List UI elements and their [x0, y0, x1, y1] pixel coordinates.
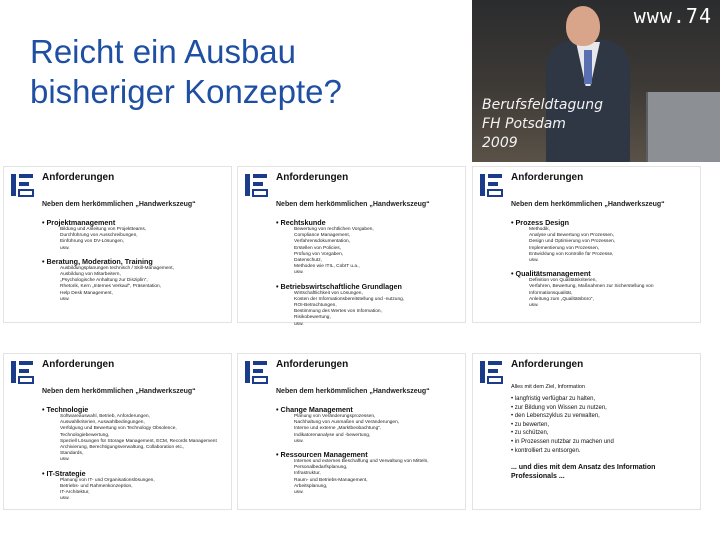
section-title: • IT-Strategie: [42, 469, 227, 478]
section-title: • Technologie: [42, 405, 227, 414]
caption-line: 2009: [482, 135, 518, 151]
section-item: Methodik,: [529, 227, 550, 232]
section-item: Definition von Qualitätskriterien,: [529, 278, 597, 284]
caption-line: Berufsfeldtagung: [482, 97, 603, 113]
section-item: Nachhaltung von Ausmaßen und Veränderungen,: [294, 420, 400, 426]
section-spacer: [276, 445, 461, 449]
section-item: Internes und externes Beschaffung und Verwaltung von Mitteln,: [294, 459, 429, 465]
section-spacer: [42, 464, 227, 468]
slide-body: [42, 217, 227, 307]
section-spacer: [511, 309, 696, 313]
section-item: Wirtschaftlichkeit von Lösungen,: [294, 290, 363, 296]
slide-intro: Alles mit dem Ziel, Information: [511, 384, 585, 390]
section-item: Entwicklung von Kontrolle für Prozesse,: [529, 251, 614, 257]
section-item: Betriebs- und Rahmenkonzeption,: [60, 483, 133, 489]
speaker-photo: [472, 0, 720, 162]
fh-logo-icon: [10, 359, 34, 385]
section-item: Anleitung zum „Qualitätsbüro“,: [529, 296, 594, 302]
slide-thumbnail[interactable]: [472, 353, 701, 510]
slide-heading: Anforderungen: [511, 359, 584, 370]
section-item: Erstellen von Policies,: [294, 245, 341, 251]
section-item: IT-Architektur,: [60, 490, 90, 496]
section-item: Raum- und Betriebs-Management,: [294, 477, 368, 483]
projection-screen: [646, 92, 720, 162]
section-item: Help Desk Management,: [60, 290, 113, 296]
section-item: Bestimmung des Wertes von Information,: [294, 309, 382, 315]
section-item: Ausbildungsplanungen technisch / Skill-Management,: [60, 265, 174, 271]
speaker-head: [566, 6, 600, 46]
section-item: usw.: [60, 296, 70, 302]
section-item: Ausbildung von Mitarbeitern,: [60, 272, 121, 278]
slide-heading: Anforderungen: [511, 172, 584, 183]
slide-thumbnail[interactable]: [3, 353, 232, 510]
fh-logo-icon: [10, 172, 34, 198]
slide-subheading: Neben dem herkömmlichen „Handwerkszeug“: [276, 201, 430, 208]
section-item: usw.: [294, 490, 304, 496]
section-item: Implementierung von Prozessen,: [529, 245, 600, 251]
fh-logo-icon: [479, 359, 503, 385]
bullet-list: [511, 395, 696, 455]
bullet-item: • in Prozessen nutzbar zu machen und: [511, 438, 696, 447]
section-item: usw.: [529, 303, 539, 309]
slide-thumbnail[interactable]: [472, 166, 701, 323]
fh-logo-icon: [244, 359, 268, 385]
section-spacer: [276, 496, 461, 500]
section-item: Planung von Veränderungsprozessen,: [294, 414, 376, 419]
section-item: Methoden wie ITIL, CobIT u.a.,: [294, 264, 360, 270]
slide-heading: Anforderungen: [276, 359, 349, 370]
section-title: • Rechtskunde: [276, 218, 461, 227]
slide-thumbnail[interactable]: [3, 166, 232, 323]
section-item: Planung von IT- und Organisationslösungen,: [60, 477, 155, 483]
fh-logo-icon: [244, 172, 268, 198]
slide-subheading: Neben dem herkömmlichen „Handwerkszeug“: [511, 201, 665, 208]
bullet-item: • zu bewerten,: [511, 421, 696, 430]
bullet-item: • kontrolliert zu entsorgen.: [511, 447, 696, 456]
slide-title: Reicht ein Ausbau bisheriger Konzepte?: [30, 33, 342, 110]
slide-body: [511, 384, 696, 481]
section-item: usw.: [60, 457, 70, 463]
section-item: Interne und externe „Marktbeobachtung“,: [294, 426, 382, 432]
section-item: usw.: [294, 321, 304, 327]
section-spacer: [42, 502, 227, 506]
slide-subheading: Neben dem herkömmlichen „Handwerkszeug“: [42, 201, 196, 208]
section-item: usw.: [529, 258, 539, 264]
section-item: Personalbedarfsplanung,: [294, 465, 348, 471]
slide-subheading: Neben dem herkömmlichen „Handwerkszeug“: [276, 388, 430, 395]
fh-logo-icon: [479, 172, 503, 198]
section-item: Bildung und Anleitung von Projektteams,: [60, 227, 147, 232]
section-title: • Change Management: [276, 405, 461, 414]
section-item: Speziell Lösungen für Storage Management, ECM, Records Management Archivierung, Berechtigungsverwaltung, Collaboration etc.,: [60, 438, 217, 451]
slide-body: [276, 217, 461, 332]
bullet-item: • den Lebenszyklus zu verwalten,: [511, 412, 696, 421]
section-title: • Ressourcen Management: [276, 450, 461, 459]
section-item: Auswahlkriterien, Auswahlbedingungen,: [60, 420, 145, 426]
slide-heading: Anforderungen: [42, 359, 115, 370]
section-title: • Prozess Design: [511, 218, 696, 227]
slide-subheading: Neben dem herkömmlichen „Handwerkszeug“: [42, 388, 196, 395]
section-spacer: [42, 303, 227, 307]
bullet-item: • langfristig verfügbar zu halten,: [511, 395, 696, 404]
section-item: Rhetorik, Kern „Internes Verkauf“, Präsentation,: [60, 284, 162, 290]
section-title: • Projektmanagement: [42, 218, 227, 227]
slide-thumbnail[interactable]: [237, 353, 466, 510]
slide-body: [276, 404, 461, 500]
section-spacer: [276, 328, 461, 332]
section-item: Durchführung von Ausschreibungen,: [60, 233, 138, 239]
slide-thumbnail[interactable]: [237, 166, 466, 327]
section-spacer: [511, 264, 696, 268]
section-item: Standards,: [60, 451, 84, 457]
section-item: Risikobewertung,: [294, 315, 331, 321]
section-item: Indikatorenanalyse und -bewertung,: [294, 432, 371, 438]
bullet-item: • zu schützen,: [511, 429, 696, 438]
section-item: Verfahrensdokumentation,: [294, 239, 351, 245]
section-item: Softwareauswahl, Betrieb, Anforderungen,: [60, 414, 150, 419]
slide-heading: Anforderungen: [276, 172, 349, 183]
speaker-tie: [584, 50, 592, 84]
section-title: • Beratung, Moderation, Training: [42, 257, 227, 266]
section-title: • Betriebswirtschaftliche Grundlagen: [276, 282, 461, 291]
slide-closing: ... und dies mit dem Ansatz des Information Professionals ...: [511, 464, 656, 481]
section-item: Prüfung von Vorgaben,: [294, 251, 344, 257]
section-item: Bewertung von rechtlichen Vorgaben,: [294, 227, 374, 232]
section-item: „Psychologische Anhaltung zur Disziplin“,: [60, 278, 148, 284]
section-item: usw.: [294, 438, 304, 444]
section-item: usw.: [60, 245, 70, 251]
handwritten-url: www.74: [633, 4, 712, 28]
section-item: Verfahren, Bewertung, Maßnahmen zur Sicherstellung von Informationsqualität,: [529, 284, 654, 296]
section-spacer: [42, 252, 227, 256]
section-item: Einführung von DV-Lösungen,: [60, 239, 125, 245]
section-item: Arbeitsplanung,: [294, 483, 328, 489]
section-item: Analyse und Bewertung von Prozessen,: [529, 233, 615, 239]
bullet-item: • zur Bildung von Wissen zu nutzen,: [511, 404, 696, 413]
section-item: usw.: [60, 496, 70, 502]
section-item: Infrastruktur,: [294, 471, 321, 477]
caption-line: FH Potsdam: [482, 116, 566, 132]
section-item: Datenschutz,: [294, 258, 322, 264]
slide-body: [42, 404, 227, 506]
section-item: Technologiebewertung,: [60, 432, 110, 438]
section-title: • Qualitätsmanagement: [511, 269, 696, 278]
photo-caption: [482, 96, 603, 153]
section-item: Verfolgung und Bewertung von Technology Obsolence,: [60, 426, 177, 432]
slide-body: [511, 217, 696, 313]
section-item: Compliance Management,: [294, 233, 350, 239]
section-item: Design und Optimierung von Prozessen,: [529, 239, 616, 245]
section-item: Kosten der Informationsbereitstellung und -nutzung,: [294, 296, 405, 302]
section-spacer: [276, 277, 461, 281]
section-item: usw.: [294, 270, 304, 276]
slide-heading: Anforderungen: [42, 172, 115, 183]
section-item: ROI-Betrachtungen,: [294, 303, 337, 309]
